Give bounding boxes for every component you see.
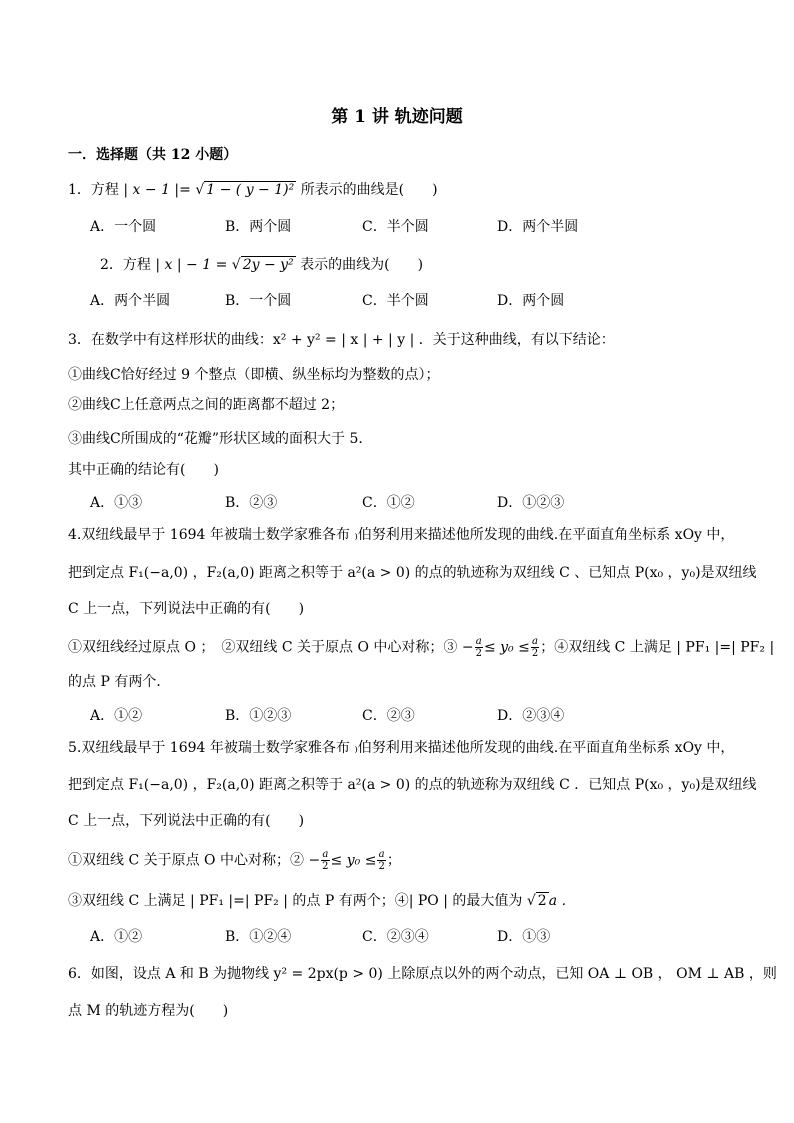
q6-line-1: 6．如图，设点 A 和 B 为抛物线 y² = 2px(p > 0) 上除原点以外的两个动点，已知 OA ⊥ OB ， OM ⊥ AB ，则 (68, 966, 777, 982)
question-3-stem: 3．在数学中有这样形状的曲线：x² + y² = | x | + | y | ．关于这种曲线，有以下结论： (68, 332, 615, 348)
q4-frac-num-1: a (475, 636, 482, 647)
q4-line-4-a: ①双纽线经过原点 O ； ②双纽线 C 关于原点 O 中心对称；③ − (68, 639, 474, 656)
section-heading: 一．选择题（共 12 小题） (68, 147, 238, 163)
q4-frac-num-2: a (532, 636, 538, 647)
q5-line-4-b: ≤ y₀ ≤ (330, 852, 377, 869)
q5-line-4-a: ①双纽线 C 关于原点 O 中心对称；② − (68, 852, 321, 869)
q4-option-a: A．①② (90, 708, 143, 724)
q5-sqrt: √ 2 (526, 893, 547, 909)
q3-option-c: C．①② (362, 495, 415, 511)
q4-line-4 (68, 636, 774, 659)
q2-option-b: B．一个圆 (225, 293, 292, 309)
q4-line-2: 把到定点 F₁(−a,0) ，F₂(a,0) 距离之积等于 a²(a > 0) 的点的轨迹称为双纽线 C 、已知点 P(x₀ ，y₀)是双纽线 (68, 565, 757, 581)
q1-sqrt-radicand: 1 − ( y − 1)² (206, 182, 295, 198)
question-2-stem (100, 256, 423, 274)
q5-line-3: C 上一点，下列说法中正确的有( ) (68, 813, 305, 829)
q2-sqrt-radicand: 2y − y² (242, 257, 294, 273)
q3-option-d: D．①②③ (497, 495, 565, 511)
q1-option-a: A．一个圆 (90, 219, 157, 235)
q5-frac-num-2: a (378, 849, 385, 860)
q4-fraction-2 (531, 636, 539, 659)
q5-option-b: B．①②④ (225, 929, 292, 945)
q1-sqrt: √ 1 − ( y − 1)² (195, 182, 295, 198)
q2-suffix: 表示的曲线为( ) (300, 257, 424, 273)
q3-conclusion-3: ③曲线C所围成的“花瓣”形状区域的面积大于 5． (68, 431, 373, 447)
q2-sqrt: √ 2y − y² (231, 257, 294, 273)
q5-frac-den-1: 2 (322, 861, 329, 872)
q4-option-b: B．①②③ (225, 708, 292, 724)
q4-line-4-c: ；④双纽线 C 上满足 | PF₁ |=| PF₂ | (540, 639, 775, 656)
q2-prefix: 2．方程 (100, 257, 151, 273)
q1-suffix: 所表示的曲线是( ) (300, 182, 438, 198)
q5-line-5 (68, 892, 576, 910)
q3-conclusion-2: ②曲线C上任意两点之间的距离都不超过 2； (68, 397, 345, 413)
q1-option-c: C．半个圆 (362, 219, 429, 235)
page-title: 第 1 讲 轨迹问题 (331, 107, 463, 127)
q4-line-4-b: ≤ y₀ ≤ (483, 639, 530, 656)
q4-line-1: 4.双纽线最早于 1694 年被瑞士数学家雅各布 ₎伯努利用来描述他所发现的曲线.在平面直角坐标系 xOy 中， (68, 527, 735, 543)
q5-option-a: A．①② (90, 929, 143, 945)
q1-option-b: B．两个圆 (225, 219, 292, 235)
q5-fraction-1 (321, 849, 329, 872)
q4-line-5: 的点 P 有两个． (68, 674, 171, 690)
q2-option-c: C．半个圆 (362, 293, 429, 309)
q4-frac-den-2: 2 (531, 648, 539, 659)
q3-question: 其中正确的结论有( ) (68, 462, 219, 478)
q5-line-5-a: ③双纽线 C 上满足 | PF₁ |=| PF₂ | 的点 P 有两个；④| PO | 的最大值为 (68, 893, 523, 909)
q1-formula-left: | x − 1 |= (123, 182, 191, 198)
q5-option-c: C．②③④ (362, 929, 429, 945)
q3-option-a: A．①③ (90, 495, 143, 511)
q5-line-4 (68, 849, 401, 872)
q5-option-d: D．①③ (497, 929, 551, 945)
q5-fraction-2 (377, 849, 385, 872)
q3-option-b: B．②③ (225, 495, 278, 511)
q5-frac-num-1: a (322, 849, 329, 860)
q2-option-a: A．两个半圆 (90, 293, 171, 309)
q2-formula-left: | x | − 1 = (155, 257, 228, 273)
q6-line-2: 点 M 的轨迹方程为( ) (68, 1003, 229, 1019)
q5-frac-den-2: 2 (378, 861, 385, 872)
q5-sqrt-radicand: 2 (537, 893, 547, 909)
q1-prefix: 1．方程 (68, 182, 119, 198)
q2-option-d: D．两个圆 (497, 293, 565, 309)
q4-fraction-1 (475, 636, 483, 659)
q1-option-d: D．两个半圆 (497, 219, 579, 235)
q5-line-4-c: ； (386, 852, 401, 869)
q5-line-2: 把到定点 F₁(−a,0) ，F₂(a,0) 距离之积等于 a²(a > 0) 的点的轨迹称为双纽线 C ．已知点 P(x₀ ，y₀)是双纽线 (68, 777, 757, 793)
q4-option-d: D．②③④ (497, 708, 565, 724)
q3-conclusion-1: ①曲线C恰好经过 9 个整点（即横、纵坐标均为整数的点）； (68, 367, 440, 383)
q4-frac-den-1: 2 (475, 648, 482, 659)
question-1-stem (68, 181, 438, 199)
q4-line-3: C 上一点，下列说法中正确的有( ) (68, 601, 305, 617)
q5-line-1: 5.双纽线最早于 1694 年被瑞士数学家雅各布 ₎伯努利用来描述他所发现的曲线.在平面直角坐标系 xOy 中， (68, 740, 735, 756)
q4-option-c: C．②③ (362, 708, 415, 724)
q5-line-5-b: a ． (548, 893, 576, 909)
